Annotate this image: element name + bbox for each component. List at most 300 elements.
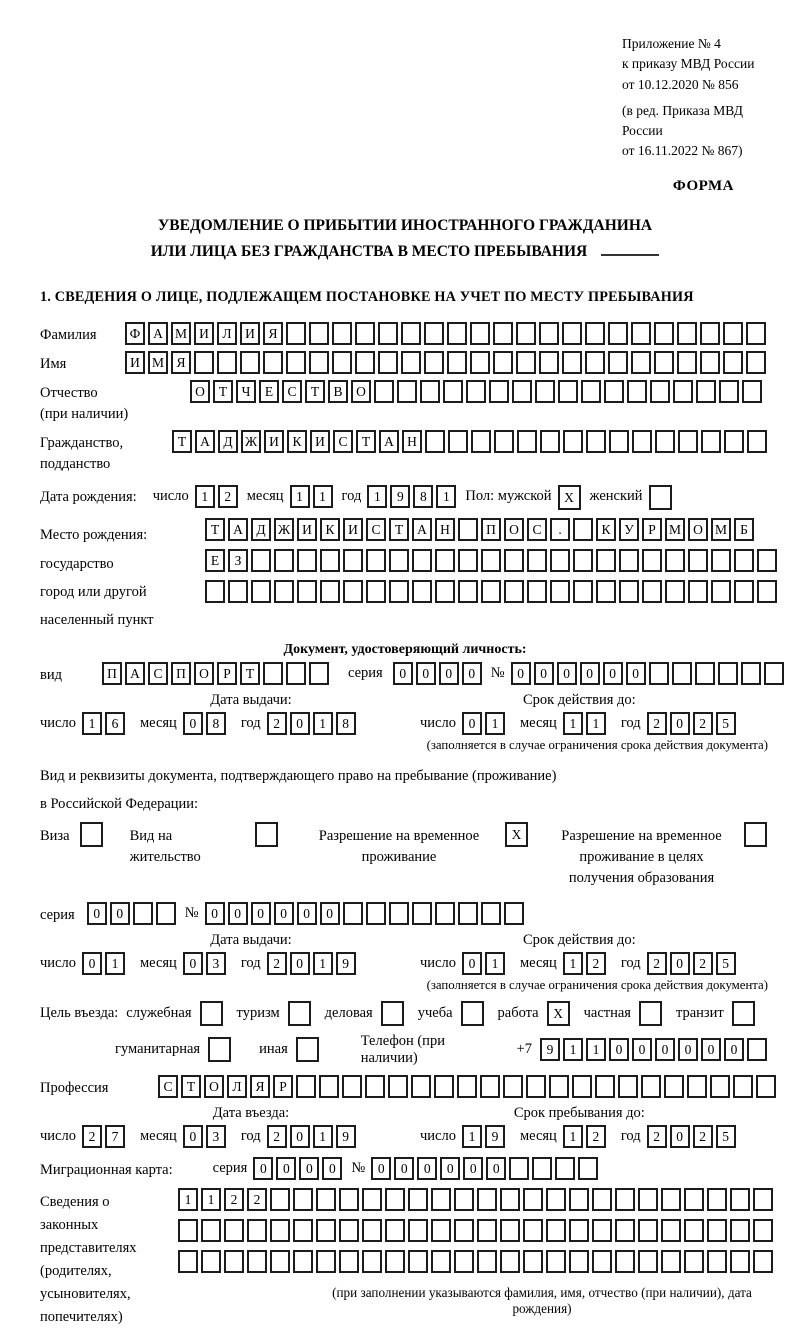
- char-box: 1: [563, 1038, 583, 1061]
- char-box: Р: [273, 1075, 293, 1098]
- char-box: [756, 1075, 776, 1098]
- doc-kind-boxes: [102, 662, 332, 685]
- char-box: [586, 430, 606, 453]
- char-box: 8: [206, 712, 226, 735]
- char-box: Ж: [274, 518, 294, 541]
- char-box: Б: [734, 518, 754, 541]
- stay-until-month-boxes: [563, 1125, 609, 1148]
- char-box: [494, 430, 514, 453]
- char-box: Т: [389, 518, 409, 541]
- char-box: [270, 1219, 290, 1242]
- purpose-business: деловая: [325, 1001, 407, 1026]
- char-box: [480, 1075, 500, 1098]
- char-box: [592, 1219, 612, 1242]
- char-box: [546, 1219, 566, 1242]
- char-box: [638, 1188, 658, 1211]
- char-box: [573, 518, 593, 541]
- month-label: месяц: [139, 954, 177, 971]
- temp-residence-checkbox: [505, 822, 531, 847]
- char-box: И: [240, 322, 260, 345]
- form-title: [40, 213, 770, 266]
- char-box: [710, 1075, 730, 1098]
- char-box: [385, 1219, 405, 1242]
- restriction-note: (заполняется в случае ограничения срока действия документа): [426, 738, 768, 753]
- char-box: [687, 1075, 707, 1098]
- char-box: [424, 322, 444, 345]
- char-box: 2: [267, 1125, 287, 1148]
- char-box: Н: [435, 518, 455, 541]
- char-box: [412, 549, 432, 572]
- char-box: А: [125, 662, 145, 685]
- entry-year-boxes: [267, 1125, 359, 1148]
- char-box: .: [550, 518, 570, 541]
- doc-kind-label: вид: [40, 667, 62, 684]
- field-patronymic: [40, 380, 770, 425]
- char-box: 0: [183, 712, 203, 735]
- char-box: 1: [586, 1038, 606, 1061]
- char-box: [573, 549, 593, 572]
- char-box: 0: [603, 662, 623, 685]
- char-box: В: [328, 380, 348, 403]
- char-box: 0: [440, 1157, 460, 1180]
- char-box: [504, 580, 524, 603]
- char-box: 2: [647, 712, 667, 735]
- char-box: [466, 380, 486, 403]
- char-box: [471, 430, 491, 453]
- char-box: [156, 902, 176, 925]
- sex-female-label: женский: [589, 488, 643, 505]
- char-box: 0: [534, 662, 554, 685]
- char-box: [489, 380, 509, 403]
- char-box: [684, 1188, 704, 1211]
- char-box: [700, 322, 720, 345]
- char-box: 1: [195, 485, 215, 508]
- char-box: [365, 1075, 385, 1098]
- char-box: [343, 549, 363, 572]
- char-box: [664, 1075, 684, 1098]
- representatives-note: (при заполнении указываются фамилия, имя, отчество (при наличии), дата рождения): [332, 1284, 752, 1316]
- char-box: 2: [82, 1125, 102, 1148]
- char-box: [443, 380, 463, 403]
- char-box: [408, 1188, 428, 1211]
- char-box: 0: [274, 902, 294, 925]
- purpose-row-2: [115, 1033, 770, 1067]
- char-box: 0: [701, 1038, 721, 1061]
- surname-label: Фамилия: [40, 327, 97, 344]
- char-box: [608, 351, 628, 374]
- profession-boxes: [158, 1075, 779, 1098]
- form-label: ФОРМА: [672, 177, 734, 194]
- char-box: [723, 351, 743, 374]
- name-label: Имя: [40, 356, 67, 373]
- char-box: [688, 549, 708, 572]
- char-box: 0: [462, 952, 482, 975]
- stay-doc-series-row: [40, 902, 770, 926]
- char-box: [309, 351, 329, 374]
- char-box: [661, 1250, 681, 1273]
- purpose-study: учеба: [418, 1001, 487, 1026]
- char-box: Д: [218, 430, 238, 453]
- purpose-transit-checkbox: [732, 1001, 758, 1026]
- stay-until-year-boxes: [647, 1125, 739, 1148]
- month-label: месяц: [519, 1127, 557, 1144]
- char-box: [397, 380, 417, 403]
- char-box: [316, 1250, 336, 1273]
- issue-date-group: [40, 692, 392, 735]
- char-box: [247, 1250, 267, 1273]
- char-box: [288, 1001, 311, 1026]
- char-box: [385, 1188, 405, 1211]
- char-box: [744, 822, 767, 847]
- char-box: [504, 902, 524, 925]
- char-box: 0: [724, 1038, 744, 1061]
- char-box: X: [505, 822, 528, 847]
- char-box: [596, 549, 616, 572]
- char-box: [424, 351, 444, 374]
- char-box: [457, 1075, 477, 1098]
- char-box: 0: [557, 662, 577, 685]
- char-box: С: [333, 430, 353, 453]
- day-label: число: [420, 1127, 456, 1144]
- surname-boxes: [125, 322, 769, 345]
- char-box: 5: [716, 952, 736, 975]
- char-box: 0: [299, 1157, 319, 1180]
- char-box: [493, 322, 513, 345]
- char-box: [615, 1188, 635, 1211]
- option-visa: Виза: [40, 822, 106, 847]
- char-box: И: [297, 518, 317, 541]
- char-box: [454, 1188, 474, 1211]
- year-label: год: [620, 1127, 641, 1144]
- char-box: [707, 1188, 727, 1211]
- birthdate-label: Дата рождения:: [40, 489, 137, 506]
- field-surname: [40, 322, 770, 346]
- valid-month-boxes: [563, 952, 609, 975]
- char-box: [178, 1219, 198, 1242]
- char-box: [592, 1188, 612, 1211]
- char-box: 2: [647, 952, 667, 975]
- issue-year-boxes: [267, 952, 359, 975]
- profession-label: Профессия: [40, 1079, 109, 1096]
- field-migration-card: [40, 1157, 770, 1181]
- char-box: [638, 1219, 658, 1242]
- entry-date-heading: Дата въезда:: [212, 1104, 290, 1121]
- char-box: [555, 1157, 575, 1180]
- char-box: [516, 351, 536, 374]
- char-box: Я: [263, 322, 283, 345]
- char-box: [516, 322, 536, 345]
- char-box: 0: [251, 902, 271, 925]
- char-box: Е: [259, 380, 279, 403]
- char-box: [339, 1188, 359, 1211]
- char-box: [661, 1188, 681, 1211]
- char-box: Е: [205, 549, 225, 572]
- valid-date-heading: Срок действия до:: [522, 931, 636, 948]
- char-box: 2: [218, 485, 238, 508]
- char-box: [454, 1250, 474, 1273]
- number-sign: №: [184, 904, 199, 921]
- migration-series-boxes: [253, 1157, 345, 1180]
- valid-day-boxes: [462, 712, 508, 735]
- char-box: 2: [647, 1125, 667, 1148]
- char-box: [618, 1075, 638, 1098]
- char-box: [746, 351, 766, 374]
- birthplace-row1: [205, 518, 757, 541]
- char-box: [178, 1250, 198, 1273]
- char-box: [425, 430, 445, 453]
- char-box: 0: [670, 1125, 690, 1148]
- char-box: [481, 549, 501, 572]
- char-box: 0: [322, 1157, 342, 1180]
- char-box: [435, 580, 455, 603]
- char-box: [526, 1075, 546, 1098]
- char-box: [389, 580, 409, 603]
- issue-day-boxes: [82, 712, 128, 735]
- char-box: [247, 1219, 267, 1242]
- char-box: [251, 580, 271, 603]
- purpose-humanitarian: гуманитарная: [115, 1037, 234, 1062]
- char-box: [562, 351, 582, 374]
- char-box: И: [264, 430, 284, 453]
- char-box: 9: [540, 1038, 560, 1061]
- option-residence-permit: Вид на жительство: [130, 822, 281, 868]
- char-box: [493, 351, 513, 374]
- valid-year-boxes: [647, 952, 739, 975]
- char-box: О: [688, 518, 708, 541]
- char-box: [747, 1038, 767, 1061]
- char-box: [389, 549, 409, 572]
- char-box: С: [527, 518, 547, 541]
- char-box: [224, 1219, 244, 1242]
- char-box: [362, 1250, 382, 1273]
- char-box: [734, 580, 754, 603]
- char-box: 8: [413, 485, 433, 508]
- char-box: [757, 549, 777, 572]
- identity-doc-dates: [40, 692, 770, 735]
- char-box: [401, 351, 421, 374]
- char-box: 0: [655, 1038, 675, 1061]
- char-box: [672, 662, 692, 685]
- doc-number-boxes: [511, 662, 787, 685]
- char-box: У: [619, 518, 639, 541]
- char-box: [619, 580, 639, 603]
- entry-month-boxes: [183, 1125, 229, 1148]
- char-box: [642, 549, 662, 572]
- day-label: число: [40, 1127, 76, 1144]
- char-box: [431, 1219, 451, 1242]
- char-box: 2: [693, 1125, 713, 1148]
- char-box: С: [282, 380, 302, 403]
- char-box: 0: [183, 1125, 203, 1148]
- month-label: месяц: [139, 715, 177, 732]
- issue-month-boxes: [183, 712, 229, 735]
- char-box: Т: [205, 518, 225, 541]
- stay-number-boxes: [205, 902, 527, 925]
- char-box: [500, 1219, 520, 1242]
- char-box: [454, 1219, 474, 1242]
- char-box: И: [343, 518, 363, 541]
- char-box: [678, 430, 698, 453]
- field-doc-kind: [40, 662, 770, 686]
- char-box: 1: [313, 952, 333, 975]
- char-box: 0: [417, 1157, 437, 1180]
- char-box: [764, 662, 784, 685]
- char-box: [753, 1250, 773, 1273]
- purpose-humanitarian-checkbox: [208, 1037, 234, 1062]
- char-box: [208, 1037, 231, 1062]
- char-box: М: [665, 518, 685, 541]
- purpose-row: [40, 1001, 770, 1026]
- issue-date-heading: Дата выдачи:: [210, 692, 292, 709]
- char-box: И: [125, 351, 145, 374]
- char-box: [343, 580, 363, 603]
- char-box: [412, 902, 432, 925]
- char-box: [481, 580, 501, 603]
- char-box: [673, 380, 693, 403]
- char-box: [470, 351, 490, 374]
- purpose-study-checkbox: [461, 1001, 487, 1026]
- char-box: [320, 549, 340, 572]
- char-box: [434, 1075, 454, 1098]
- char-box: [747, 430, 767, 453]
- char-box: 5: [716, 712, 736, 735]
- option-temp-residence: Разрешение на временное проживание X: [303, 822, 531, 868]
- char-box: [718, 662, 738, 685]
- char-box: 1: [462, 1125, 482, 1148]
- char-box: [270, 1188, 290, 1211]
- name-boxes: [125, 351, 769, 374]
- migration-card-label: Миграционная карта:: [40, 1161, 173, 1178]
- representatives-row2: [178, 1219, 776, 1242]
- char-box: А: [228, 518, 248, 541]
- char-box: Л: [217, 322, 237, 345]
- char-box: 0: [439, 662, 459, 685]
- char-box: [723, 322, 743, 345]
- char-box: [366, 902, 386, 925]
- char-box: [695, 662, 715, 685]
- month-label: месяц: [519, 715, 557, 732]
- char-box: [753, 1188, 773, 1211]
- char-box: [532, 1157, 552, 1180]
- char-box: Ч: [236, 380, 256, 403]
- char-box: [366, 580, 386, 603]
- char-box: И: [310, 430, 330, 453]
- char-box: 0: [253, 1157, 273, 1180]
- char-box: [549, 1075, 569, 1098]
- char-box: [274, 549, 294, 572]
- char-box: 0: [320, 902, 340, 925]
- char-box: [631, 351, 651, 374]
- char-box: [615, 1219, 635, 1242]
- char-box: [732, 1001, 755, 1026]
- field-birthdate: [40, 484, 770, 510]
- char-box: [558, 380, 578, 403]
- stay-until-day-boxes: [462, 1125, 508, 1148]
- char-box: [339, 1250, 359, 1273]
- char-box: Т: [213, 380, 233, 403]
- char-box: [194, 351, 214, 374]
- visa-checkbox: [80, 822, 106, 847]
- char-box: 0: [463, 1157, 483, 1180]
- purpose-work-checkbox: [547, 1001, 573, 1026]
- char-box: Я: [171, 351, 191, 374]
- char-box: [631, 322, 651, 345]
- char-box: [263, 662, 283, 685]
- char-box: [420, 380, 440, 403]
- char-box: Р: [642, 518, 662, 541]
- month-label: месяц: [139, 1127, 177, 1144]
- char-box: 3: [206, 1125, 226, 1148]
- char-box: [677, 351, 697, 374]
- char-box: [343, 902, 363, 925]
- char-box: [378, 322, 398, 345]
- char-box: [707, 1219, 727, 1242]
- char-box: [523, 1188, 543, 1211]
- char-box: [201, 1250, 221, 1273]
- char-box: [523, 1250, 543, 1273]
- series-label: серия: [212, 1159, 248, 1176]
- series-label: серия: [348, 665, 383, 682]
- char-box: [512, 380, 532, 403]
- char-box: [217, 351, 237, 374]
- char-box: [378, 351, 398, 374]
- year-label: год: [240, 715, 261, 732]
- char-box: П: [102, 662, 122, 685]
- stay-series-boxes: [87, 902, 179, 925]
- sex-female-checkbox: [649, 485, 675, 510]
- char-box: [355, 351, 375, 374]
- char-box: [569, 1188, 589, 1211]
- char-box: [355, 322, 375, 345]
- char-box: [388, 1075, 408, 1098]
- char-box: [224, 1250, 244, 1273]
- char-box: [263, 351, 283, 374]
- month-label: месяц: [519, 954, 557, 971]
- char-box: 1: [485, 952, 505, 975]
- char-box: 2: [267, 712, 287, 735]
- char-box: 1: [563, 952, 583, 975]
- year-label: год: [341, 488, 362, 505]
- char-box: [661, 1219, 681, 1242]
- char-box: [707, 1250, 727, 1273]
- char-box: [435, 549, 455, 572]
- char-box: 0: [290, 1125, 310, 1148]
- purpose-transit: транзит: [676, 1001, 758, 1026]
- char-box: О: [190, 380, 210, 403]
- char-box: К: [320, 518, 340, 541]
- char-box: С: [148, 662, 168, 685]
- char-box: [642, 580, 662, 603]
- char-box: [517, 430, 537, 453]
- char-box: [309, 322, 329, 345]
- char-box: [711, 549, 731, 572]
- char-box: О: [204, 1075, 224, 1098]
- char-box: [585, 322, 605, 345]
- purpose-other-checkbox: [296, 1037, 322, 1062]
- char-box: [366, 549, 386, 572]
- char-box: [362, 1188, 382, 1211]
- char-box: 1: [313, 485, 333, 508]
- section1-heading: 1. СВЕДЕНИЯ О ЛИЦЕ, ПОДЛЕЖАЩЕМ ПОСТАНОВКЕ НА УЧЕТ ПО МЕСТУ ПРЕБЫВАНИЯ: [40, 289, 694, 306]
- char-box: А: [412, 518, 432, 541]
- char-box: [757, 580, 777, 603]
- char-box: [461, 1001, 484, 1026]
- year-label: год: [620, 954, 641, 971]
- char-box: М: [148, 351, 168, 374]
- char-box: 0: [678, 1038, 698, 1061]
- char-box: [563, 430, 583, 453]
- valid-year-boxes: [647, 712, 739, 735]
